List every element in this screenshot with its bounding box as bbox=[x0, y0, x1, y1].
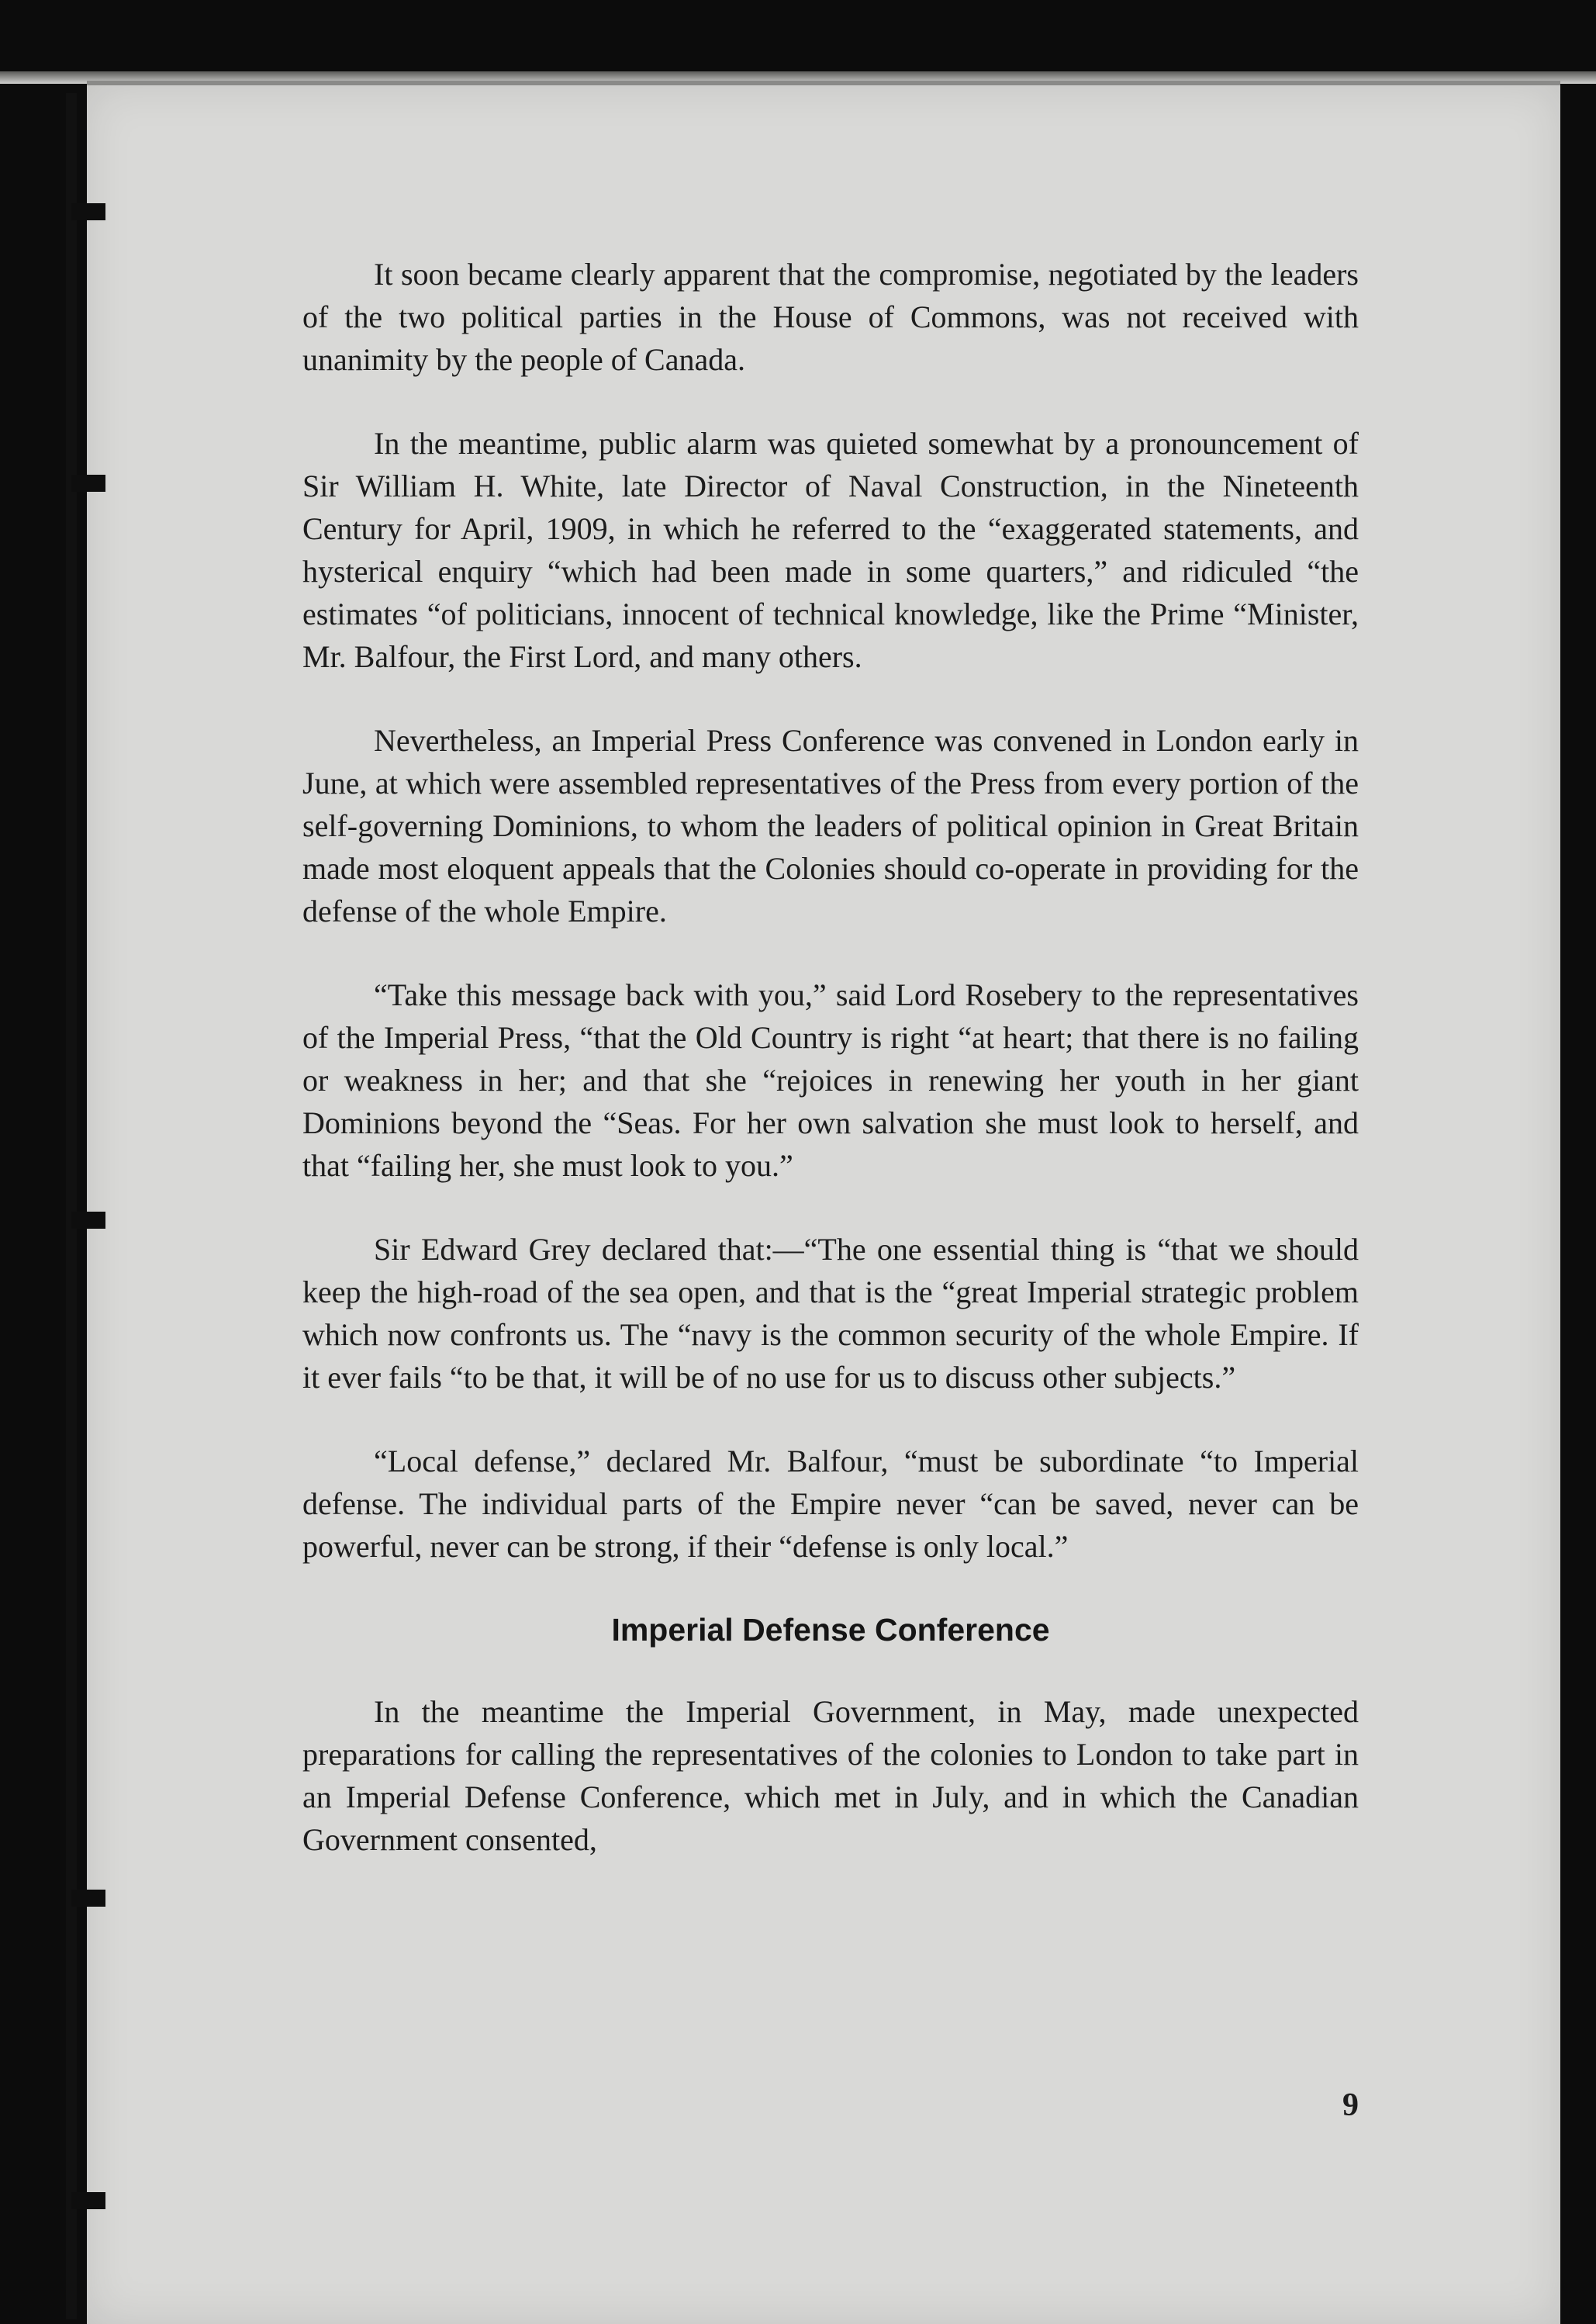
paragraph-rosebery-quote: “Take this message back with you,” said Lord Rosebery to the representatives of the Imperial Press, “that the Old Country is right “at heart; that there is no failing or weakness in her; and that she “rejoices in renewing her youth in her giant Dominions beyond the “Seas. For her own salvation she must look to herself, and that “failing her, she must look to you.” bbox=[302, 977, 1359, 1183]
body-text bbox=[302, 253, 1359, 1902]
paragraph-grey-quote: Sir Edward Grey declared that:—“The one essential thing is “that we should keep the high-road of the sea open, and that is the “great Imperial strategic problem which now confronts us. The “navy is the common security of the whole Empire. If it ever fails “to be that, it will be of no use for us to discuss other subjects.” bbox=[302, 1232, 1359, 1395]
paragraph-balfour-quote: “Local defense,” declared Mr. Balfour, “must be subordinate “to Imperial defense. The individual parts of the Empire never “can be saved, never can be powerful, never can be strong, if their “defense is only local.” bbox=[302, 1444, 1359, 1564]
paragraph-defense-conference: In the meantime the Imperial Government, in May, made unexpected preparations for calling the representatives of the colonies to London to take part in an Imperial Defense Conference, which met in July, and in which the Canadian Government consented, bbox=[302, 1694, 1359, 1857]
paragraph-press-conference: Nevertheless, an Imperial Press Conference was convened in London early in June, at which were assembled representatives of the Press from every portion of the self-governing Dominions, to whom the leaders of political opinion in Great Britain made most eloquent appeals that the Colonies should co-operate in providing for the defense of the whole Empire. bbox=[302, 723, 1359, 929]
section-heading: Imperial Defense Conference bbox=[611, 1612, 1050, 1648]
binding-notch bbox=[71, 1890, 105, 1907]
binding-notch bbox=[71, 203, 105, 220]
paragraph-compromise: It soon became clearly apparent that the compromise, negotiated by the leaders of the two political parties in the House of Commons, was not received with unanimity by the people of Canada. bbox=[302, 257, 1359, 377]
paragraph-public-alarm: In the meantime, public alarm was quieted somewhat by a pronouncement of Sir William H. White, late Director of Naval Construction, in the Nineteenth Century for April, 1909, in which he referred to the “exaggerated statements, and hysterical enquiry “which had been made in some quarters,” and ridiculed “the estimates “of politicians, innocent of technical knowledge, like the Prime “Minister, Mr. Balfour, the First Lord, and many others. bbox=[302, 426, 1359, 674]
binding-notch bbox=[71, 1212, 105, 1229]
binding-spine bbox=[66, 93, 77, 2319]
binding-notch bbox=[71, 475, 105, 492]
binding-notch bbox=[71, 2192, 105, 2209]
page-number: 9 bbox=[1342, 2087, 1359, 2123]
